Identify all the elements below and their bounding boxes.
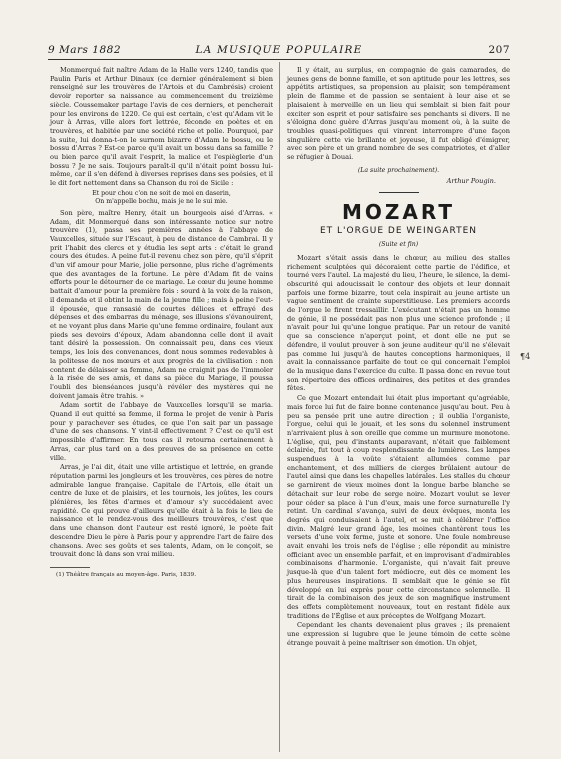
page-number: 207 — [488, 44, 510, 56]
right-column — [287, 66, 510, 648]
paragraph: Ce que Mozart entendait lui était plus important qu'agréable, mais force lui fut de faire bonne contenance jusqu'au bout. Peu à peu sa pensée prit une autre direction ; il oublia l'organiste, l'orgue, celui qui le jouait, et les sons du solennel instrument n'arrivaient plus à son oreille que comme un murmure monotone. L'église, qui, peu d'instants auparavant, n'était que faiblement éclairée, fut tout à coup resplendissante de lumières. Les lampes suspendues à la voûte s'étaient allumées comme par enchantement, et des milliers de cierges brûlaient autour de l'autel ainsi que dans les chapelles latérales. Les stalles du chœur se garnirent de vieux moines dont la longue barbe blanche se détachait sur leur robe de serge noire. Mozart voulut se lever pour céder sa place à l'un d'eux, mais une force surnaturelle l'y retint. Un cardinal s'avança, suivi de deux évêques, monta les degrés qui conduisaient à l'autel, et se mit à célébrer l'office divin. Malgré leur grand âge, les moines chantèrent tous les versets d'une voix ferme, juste et sonore. Une foule nombreuse avait envahi les trois nefs de l'église ; elle répondit au ministre officiant avec un ensemble parfait, et en improvisant d'admirables combinaisons d'harmonie. L'organiste, qui n'avait fait preuve jusque-là que d'un talent fort médiocre, eut dès ce moment les plus heureuses inspirations. Il semblait que le génie se fût développé en lui exprès pour cette circonstance solennelle. Il tirait de la combinaison des jeux de son magnifique instrument des effets complètement nouveaux, tout en restant fidèle aux traditions de l'Église et aux préceptes de Wolfgang Mozart. — [287, 394, 510, 620]
paragraph: Monmerqué fait naître Adam de la Halle vers 1240, tandis que Paulin Paris et Arthur Dinaux (ce dernier généralement si bien renseigné sur les trouvères de l'Artois et du Cambrésis) croient devoir reporter sa naissance au commencement du treizième siècle. Coussemaker partage l'avis de ces derniers, et pencherait pour les environs de 1220. Ce qui est certain, c'est qu'Adam vit le jour à Arras, ville alors fort lettrée, féconde en poètes et en trouvères, et habitée par une société riche et polie. Pourquoi, par la suite, lui donna-t-on le surnom bizarre d'Adam le bossu, ou le bossu d'Arras ? Est-ce parce qu'il avait un bossu dans sa famille ? ou bien parce qu'il avait l'esprit, la malice et l'espièglerie d'un bossu ? Je ne sais. Toujours paraît-il qu'il n'était point bossu lui-même, car il s'en défend à diverses reprises dans ses poésies, et il le dit fort nettement dans sa Chanson du roi de Sicile : — [50, 66, 273, 188]
paragraph: Arras, je l'ai dit, était une ville artistique et lettrée, en grande réputation parmi les jongleurs et les trouvères, ces pères de notre admirable langue française. Capitale de l'Artois, elle était un centre de luxe et de plaisirs, et les tournois, les joûtes, les cours plénières, les fêtes d'armes et d'amour s'y succédaient avec rapidité. Ce qui prouve d'ailleurs qu'elle était à la fois le lieu de naissance et le rendez-vous des meilleurs trouvères, c'est que dans une chanson dont l'auteur est resté ignoré, le poète fait descendre Dieu le père à Paris pour y apprendre l'art de faire des chansons. Avec ses goûts et ses talents, Adam, on le conçoit, se trouvait donc là dans son vrai milieu. — [50, 463, 273, 559]
paragraph: Cependant les chants devenaient plus graves ; ils prenaient une expression si lugubre que le jeune témoin de cette scène étrange pouvait à peine maîtriser son émotion. Un objet, — [287, 621, 510, 647]
article-continuation-label: (Suite et fin) — [378, 241, 419, 249]
publication-title: LA MUSIQUE POPULAIRE — [195, 44, 363, 56]
paragraph: Son père, maître Henry, était un bourgeois aisé d'Arras. « Adam, dit Monmerqué dans son intéressante notice sur notre trouvère (1), passa ses premières années à l'abbaye de Vauxcelles, située sur l'Escaut, à peu de distance de Cambrai. Il y prit l'habit des clercs et y étudia les sept arts : c'était le grand cours des études. A peine fut-il revenu chez son père, qu'il s'éprit d'un vif amour pour Marie, jolie personne, plus riche d'agréments que des avantages de la fortune. Le père d'Adam fit de vains efforts pour le détourner de ce mariage. Le cœur du jeune homme battait d'amour pour la première fois : sourd à la voix de la raison, il demanda et il obtint la main de la jeune fille ; mais à peine l'eut-il épousée, que ransasié de courtes délices et effrayé des dépenses et des embarras du ménage, ses illusions s'évanouirent, et ne voyant plus dans Marie qu'une femme ordinaire, foulant aux pieds ses devoirs d'époux, Adam abandonna celle dont il avait tant désiré la possession. On connaissait peu, dans ces vieux temps, les lois des convenances, dont nous sommes redevables à la politesse de nos mœurs et aux progrès de la civilisation : non content de délaisser sa femme, Adam ne craignit pas de l'immoler à la risée de ses amis, et dans sa pièce du Mariage, il poussa l'oubli des bienséances jusqu'à révéler des mystères qui ne doivent jamais être trahis. » — [50, 208, 273, 400]
verse-quote — [50, 190, 273, 206]
verse-line: On m'appelle bochu, mais je ne le sui mie. — [95, 197, 228, 205]
paragraph: Il y était, au surplus, en compagnie de gais camarades, de jeunes gens de bonne famille, et son aptitude pour les lettres, ses appétits artistiques, sa propension au plaisir, son tempérament plein de flamme et de passion se sentaient à leur aise et se plaisaient à merveille en un lieu qui semblait si bien fait pour exciter son esprit et pour satisfaire ses penchants si divers. Il ne s'éloigna donc guère d'Arras jusqu'au moment où, à la suite de troubles quasi-politiques qui vinrent interrompre d'une façon singulière cette vie brillante et joyeuse, il fut obligé d'émigrer, avec son père et un grand nombre de ses compatriotes, et d'aller se réfugier à Douai. — [287, 66, 510, 162]
footnote: (1) Théâtre français au moyen-âge. Paris, 1839. — [56, 571, 197, 578]
issue-date: 9 Mars 1882 — [48, 44, 121, 56]
section-separator — [379, 192, 419, 193]
paragraph: Mozart s'était assis dans le chœur, au milieu des stalles richement sculptées qui décoraient cette partie de l'édifice, et tourné vers l'autel. La majesté du lieu, l'heure, le silence, la demi-obscurité qui adoucissait le contour des objets et leur donnait parfois une forme bizarre, tout cela inspirait au jeune artiste un vague sentiment de crainte superstitieuse. Les premiers accords de l'orgue le firent tressaillir. L'exécutant n'était pas un homme de génie, il ne possédait pas non plus une science profonde ; il n'avait pour lui qu'une longue pratique. Par un retour de vanité que sa conscience n'aperçut point, et dont elle ne put se défendre, il voulut prouver à son jeune auditeur qu'il ne s'élevait pas comme lui jusqu'à de hautes conceptions harmoniques, il avait la connaissance parfaite de tout ce qui concernait l'emploi de la musique dans l'exercice du culte. Il passa donc en revue tout son répertoire des offices ordinaires, des petites et des grandes fêtes. — [287, 253, 510, 393]
column-divider — [279, 62, 280, 752]
footnote-rule — [50, 567, 90, 568]
author-signature: Arthur Pougin. — [446, 177, 496, 186]
article-subtitle: ET L'ORGUE DE WEINGARTEN — [319, 226, 478, 237]
header-rule — [48, 59, 510, 60]
margin-annotation: ¶4 — [520, 352, 531, 361]
left-column — [50, 66, 273, 581]
verse-line: Et pour chou c'on ne soit de moi en daserin, — [92, 189, 231, 197]
page-header — [48, 44, 510, 58]
continuation-note: (La suite prochainement). — [357, 166, 440, 174]
article-title: MOZART — [341, 200, 456, 225]
paragraph: Adam sortit de l'abbaye de Vauxcelles lorsqu'il se maria. Quand il eut quitté sa femme, il forma le projet de venir à Paris pour y parachever ses études, ce que l'on sait par un passage d'une de ses chansons. Y vint-il effectivement ? C'est ce qu'il est impossible d'affirmer. En tous cas il retourna certainement à Arras, car plus tard on a des preuves de sa présence en cette ville. — [50, 401, 273, 462]
